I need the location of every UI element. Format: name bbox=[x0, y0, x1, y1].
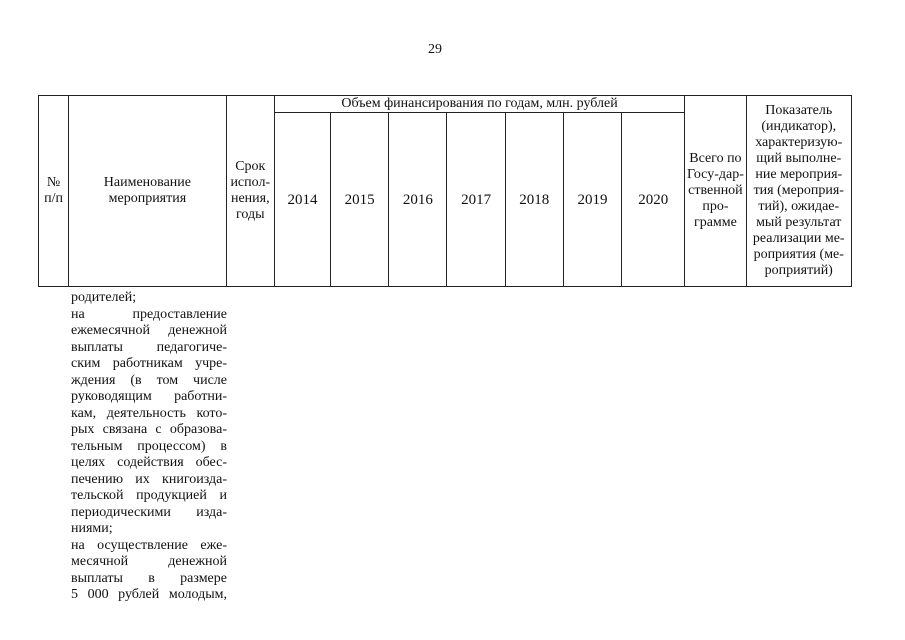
text-line: на осуществление еже- bbox=[71, 537, 227, 553]
year-header-2015: 2015 bbox=[331, 113, 389, 287]
text-line: тельным процессом) в bbox=[71, 438, 227, 454]
text-line: руководящим работни- bbox=[71, 389, 227, 404]
text-line: родителей; bbox=[71, 290, 137, 305]
column-header-financing: Объем финансирования по годам, млн. рублей bbox=[274, 96, 684, 113]
column-header-indicator: Показатель (индикатор), характеризую-щий выполне-ние мероприя-тия (мероприя-тий), ожидае-мый результат реализации ме-роприятия (ме-роприятий) bbox=[746, 96, 851, 287]
text-line: выплаты в размере bbox=[71, 570, 227, 586]
column-header-number: № п/п bbox=[39, 96, 69, 287]
text-line: ским работникам учре- bbox=[71, 356, 227, 371]
year-header-2014: 2014 bbox=[274, 113, 330, 287]
column-header-name: Наименование мероприятия bbox=[69, 96, 227, 287]
text-line: 5 000 рублей молодым, bbox=[71, 587, 227, 602]
year-header-2018: 2018 bbox=[505, 113, 563, 287]
text-line: периодическими изда- bbox=[71, 504, 227, 520]
measure-description bbox=[71, 290, 227, 604]
text-line: рых связана с образова- bbox=[71, 422, 227, 437]
text-line: печению их книгоизда- bbox=[71, 471, 227, 487]
year-header-2019: 2019 bbox=[563, 113, 621, 287]
program-table-header bbox=[38, 95, 852, 287]
year-header-2016: 2016 bbox=[389, 113, 447, 287]
text-line: ежемесячной денежной bbox=[71, 323, 227, 338]
column-header-total: Всего по Госу-дар-ственной про-грамме bbox=[685, 96, 746, 287]
year-header-2017: 2017 bbox=[447, 113, 505, 287]
text-line: на предоставление bbox=[71, 306, 227, 322]
text-line: выплаты педагогиче- bbox=[71, 339, 227, 355]
text-line: ниями; bbox=[71, 521, 113, 536]
text-line: кам, деятельность кото- bbox=[71, 405, 227, 421]
text-line: месячной денежной bbox=[71, 554, 227, 569]
page-number: 29 bbox=[428, 42, 442, 57]
year-header-2020: 2020 bbox=[622, 113, 685, 287]
text-line: ждения (в том числе bbox=[71, 372, 227, 388]
text-line: целях содействия обес- bbox=[71, 455, 227, 470]
text-line: тельской продукцией и bbox=[71, 488, 227, 503]
column-header-term: Срок испол-нения, годы bbox=[226, 96, 274, 287]
